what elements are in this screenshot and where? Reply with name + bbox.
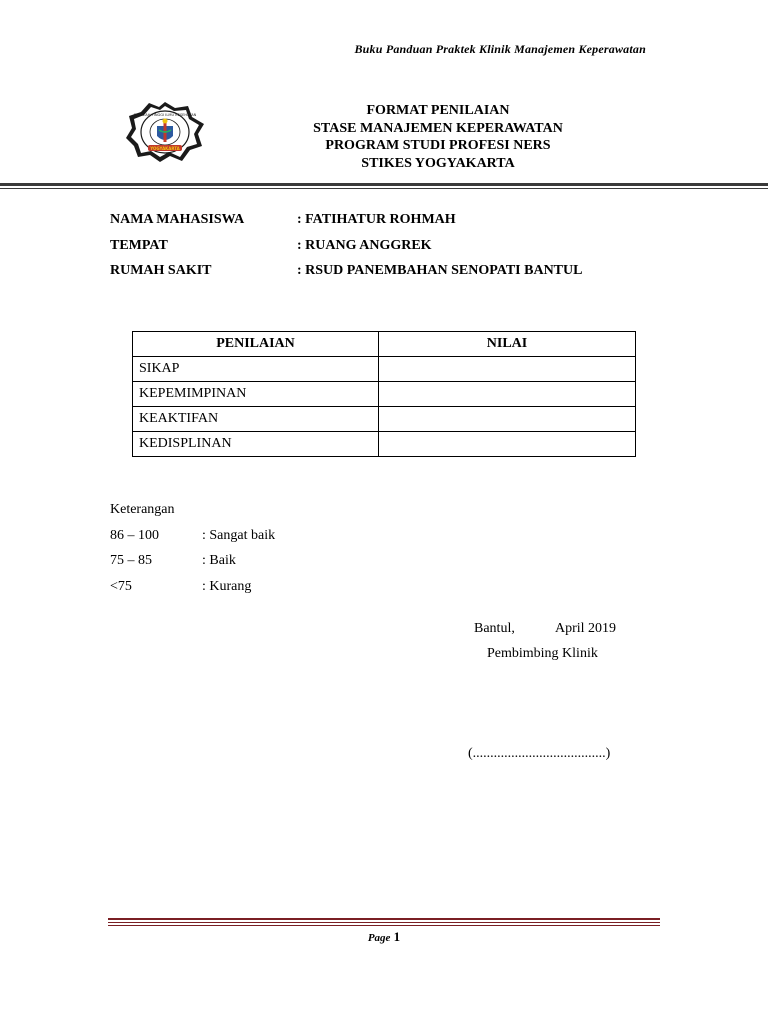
title-line-3: PROGRAM STUDI PROFESI NERS bbox=[325, 138, 551, 153]
legend-item bbox=[110, 528, 275, 544]
column-header-penilaian: PENILAIAN bbox=[133, 332, 379, 357]
title-divider-thin bbox=[0, 188, 768, 189]
page-number bbox=[0, 929, 768, 945]
title-line-4: STIKES YOGYAKARTA bbox=[361, 155, 515, 171]
signature-role: Pembimbing Klinik bbox=[487, 646, 598, 661]
info-label: TEMPAT bbox=[110, 238, 168, 253]
score-cell[interactable] bbox=[379, 357, 636, 382]
criterion-cell: KEAKTIFAN bbox=[133, 407, 379, 432]
institution-seal-icon bbox=[124, 100, 206, 164]
legend-range: <75 bbox=[110, 579, 132, 594]
footer-divider-thin bbox=[108, 922, 660, 923]
legend-desc: : Sangat baik bbox=[202, 528, 276, 543]
legend-item bbox=[110, 579, 251, 595]
info-row-student bbox=[110, 212, 456, 228]
assessment-table bbox=[132, 331, 636, 457]
institution-logo bbox=[124, 100, 206, 164]
criterion-cell: KEDISPLINAN bbox=[133, 432, 379, 457]
legend-item bbox=[110, 553, 236, 569]
table-row bbox=[133, 432, 636, 457]
score-cell[interactable] bbox=[379, 432, 636, 457]
table-header-row bbox=[133, 332, 636, 357]
criterion-cell: SIKAP bbox=[133, 357, 379, 382]
table-row bbox=[133, 357, 636, 382]
column-header-nilai: NILAI bbox=[379, 332, 636, 357]
info-label: NAMA MAHASISWA bbox=[110, 212, 245, 227]
info-label: RUMAH SAKIT bbox=[110, 263, 212, 278]
legend-range: 86 – 100 bbox=[110, 528, 159, 543]
footer-divider-thin bbox=[108, 925, 660, 926]
document-title bbox=[200, 102, 676, 172]
info-value: : RSUD PANEMBAHAN SENOPATI BANTUL bbox=[297, 263, 583, 278]
score-cell[interactable] bbox=[379, 407, 636, 432]
info-row-place bbox=[110, 238, 432, 254]
running-header: Buku Panduan Praktek Klinik Manajemen Keperawatan bbox=[354, 42, 646, 56]
info-value: : RUANG ANGGREK bbox=[297, 238, 432, 253]
info-value: : FATIHATUR ROHMAH bbox=[297, 212, 456, 227]
title-line-1: FORMAT PENILAIAN bbox=[366, 103, 510, 118]
page-number-value: 1 bbox=[393, 929, 401, 944]
legend-title: Keterangan bbox=[110, 502, 175, 517]
signature-place: Bantul, bbox=[474, 621, 515, 636]
legend-desc: : Kurang bbox=[202, 579, 252, 594]
svg-text:YOGYAKARTA: YOGYAKARTA bbox=[150, 146, 180, 151]
legend-desc: : Baik bbox=[202, 553, 236, 568]
table-row bbox=[133, 382, 636, 407]
page-word: Page bbox=[367, 932, 391, 944]
info-row-hospital bbox=[110, 263, 582, 279]
criterion-cell: KEPEMIMPINAN bbox=[133, 382, 379, 407]
legend-range: 75 – 85 bbox=[110, 553, 152, 568]
table-row bbox=[133, 407, 636, 432]
title-divider bbox=[0, 183, 768, 186]
footer-divider bbox=[108, 918, 660, 920]
svg-text:SEKOLAH TINGGI ILMU KESEHATAN: SEKOLAH TINGGI ILMU KESEHATAN bbox=[133, 113, 197, 117]
title-line-2: STASE MANAJEMEN KEPERAWATAN bbox=[313, 120, 563, 136]
signature-date: April 2019 bbox=[555, 621, 617, 636]
score-cell[interactable] bbox=[379, 382, 636, 407]
signature-blank[interactable]: (......................................) bbox=[468, 746, 611, 761]
